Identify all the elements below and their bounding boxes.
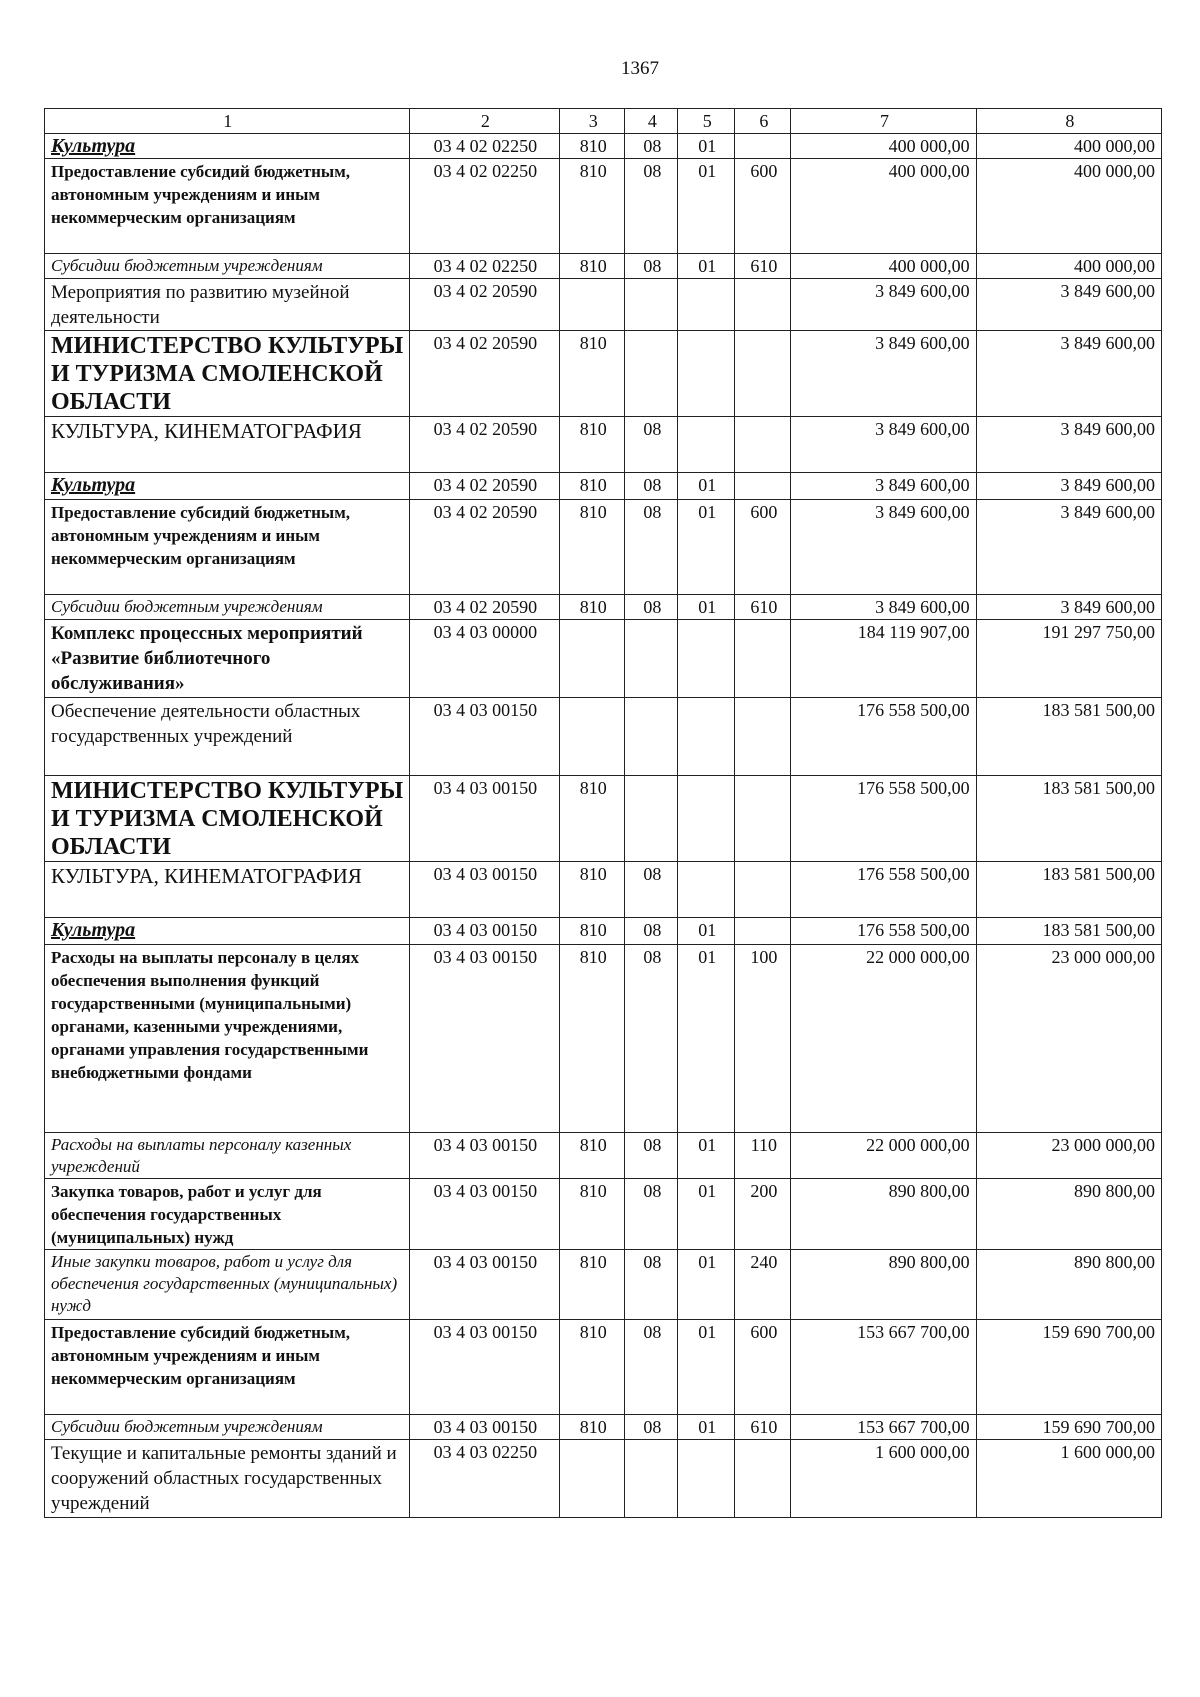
row-col3: 810 [560, 776, 625, 862]
table-row [45, 776, 1162, 862]
row-col4: 08 [625, 1415, 678, 1440]
row-col4: 08 [625, 254, 678, 279]
table-row [45, 1179, 1162, 1250]
row-amount-7: 3 849 600,00 [791, 595, 976, 620]
header-cell: 3 [560, 109, 625, 134]
row-amount-7: 3 849 600,00 [791, 331, 976, 417]
row-col3: 810 [560, 134, 625, 159]
row-col3: 810 [560, 1179, 625, 1250]
row-name: Предоставление субсидий бюджетным, автономным учреждениям и иным некоммерческим организациям [45, 500, 410, 595]
table-row [45, 134, 1162, 159]
table-row [45, 945, 1162, 1133]
row-amount-7: 400 000,00 [791, 254, 976, 279]
row-col4: 08 [625, 1179, 678, 1250]
row-amount-8: 400 000,00 [976, 159, 1161, 254]
row-code: 03 4 03 02250 [409, 1440, 560, 1518]
budget-table [44, 108, 1162, 1518]
page-number: 1367 [621, 58, 659, 79]
row-col5 [678, 417, 735, 473]
table-row [45, 331, 1162, 417]
table-row [45, 500, 1162, 595]
row-code: 03 4 03 00150 [409, 776, 560, 862]
row-col4: 08 [625, 417, 678, 473]
row-amount-8: 3 849 600,00 [976, 417, 1161, 473]
row-col6: 610 [735, 1415, 791, 1440]
row-name: Расходы на выплаты персоналу казенных учреждений [45, 1133, 410, 1179]
row-col4: 08 [625, 473, 678, 500]
row-col6 [735, 134, 791, 159]
row-col6: 600 [735, 500, 791, 595]
table-row [45, 1133, 1162, 1179]
row-code: 03 4 03 00150 [409, 945, 560, 1133]
row-amount-8: 159 690 700,00 [976, 1415, 1161, 1440]
row-col6 [735, 862, 791, 918]
row-amount-7: 176 558 500,00 [791, 698, 976, 776]
row-amount-8: 23 000 000,00 [976, 945, 1161, 1133]
row-col5: 01 [678, 254, 735, 279]
row-code: 03 4 03 00000 [409, 620, 560, 698]
row-col4 [625, 620, 678, 698]
row-amount-7: 176 558 500,00 [791, 862, 976, 918]
row-amount-8: 3 849 600,00 [976, 500, 1161, 595]
row-col4 [625, 1440, 678, 1518]
row-code: 03 4 03 00150 [409, 1179, 560, 1250]
row-amount-8: 183 581 500,00 [976, 862, 1161, 918]
row-amount-7: 153 667 700,00 [791, 1320, 976, 1415]
row-name: Предоставление субсидий бюджетным, автономным учреждениям и иным некоммерческим организациям [45, 1320, 410, 1415]
row-col6: 200 [735, 1179, 791, 1250]
row-col4: 08 [625, 918, 678, 945]
row-col3: 810 [560, 417, 625, 473]
row-code: 03 4 03 00150 [409, 862, 560, 918]
row-name: Обеспечение деятельности областных государственных учреждений [45, 698, 410, 776]
header-cell: 8 [976, 109, 1161, 134]
table-row [45, 862, 1162, 918]
row-col3: 810 [560, 1250, 625, 1320]
table-row [45, 595, 1162, 620]
row-name: КУЛЬТУРА, КИНЕМАТОГРАФИЯ [45, 862, 410, 918]
row-col3: 810 [560, 331, 625, 417]
row-col6: 610 [735, 254, 791, 279]
row-code: 03 4 02 20590 [409, 500, 560, 595]
row-col5 [678, 862, 735, 918]
row-col6 [735, 1440, 791, 1518]
row-col6 [735, 331, 791, 417]
row-col4: 08 [625, 500, 678, 595]
row-col4 [625, 331, 678, 417]
row-amount-8: 3 849 600,00 [976, 279, 1161, 331]
row-col5 [678, 776, 735, 862]
row-col5: 01 [678, 1415, 735, 1440]
row-amount-7: 890 800,00 [791, 1179, 976, 1250]
row-col5 [678, 1440, 735, 1518]
row-amount-7: 22 000 000,00 [791, 945, 976, 1133]
table-row [45, 620, 1162, 698]
row-col6: 110 [735, 1133, 791, 1179]
row-amount-7: 890 800,00 [791, 1250, 976, 1320]
row-amount-7: 1 600 000,00 [791, 1440, 976, 1518]
row-col6 [735, 620, 791, 698]
row-col3: 810 [560, 862, 625, 918]
table-row [45, 279, 1162, 331]
row-col6 [735, 776, 791, 862]
row-col5: 01 [678, 134, 735, 159]
row-amount-7: 3 849 600,00 [791, 500, 976, 595]
row-col4: 08 [625, 945, 678, 1133]
row-col4: 08 [625, 595, 678, 620]
row-code: 03 4 02 02250 [409, 254, 560, 279]
row-col6 [735, 918, 791, 945]
row-col3: 810 [560, 918, 625, 945]
row-amount-7: 3 849 600,00 [791, 473, 976, 500]
row-col6 [735, 473, 791, 500]
row-amount-7: 176 558 500,00 [791, 776, 976, 862]
row-col4: 08 [625, 134, 678, 159]
row-amount-7: 153 667 700,00 [791, 1415, 976, 1440]
row-col6 [735, 417, 791, 473]
row-code: 03 4 02 20590 [409, 417, 560, 473]
row-name: Субсидии бюджетным учреждениям [45, 254, 410, 279]
row-col4 [625, 776, 678, 862]
row-col5: 01 [678, 1320, 735, 1415]
row-name: Расходы на выплаты персоналу в целях обеспечения выполнения функций государственными (муниципальными) органами, казенными учреждениями, органами управления государственными внебюджетными фондами [45, 945, 410, 1133]
row-col4: 08 [625, 1320, 678, 1415]
table-row [45, 918, 1162, 945]
row-amount-8: 400 000,00 [976, 254, 1161, 279]
table-row [45, 473, 1162, 500]
header-cell: 7 [791, 109, 976, 134]
row-amount-7: 400 000,00 [791, 134, 976, 159]
header-cell: 2 [409, 109, 560, 134]
row-col5: 01 [678, 595, 735, 620]
table-header-row [45, 109, 1162, 134]
table-row [45, 254, 1162, 279]
row-col3: 810 [560, 473, 625, 500]
row-col3: 810 [560, 1415, 625, 1440]
row-col4: 08 [625, 1133, 678, 1179]
row-code: 03 4 02 02250 [409, 159, 560, 254]
row-amount-7: 3 849 600,00 [791, 417, 976, 473]
row-col3: 810 [560, 1133, 625, 1179]
row-col3: 810 [560, 159, 625, 254]
row-col5: 01 [678, 159, 735, 254]
row-amount-7: 22 000 000,00 [791, 1133, 976, 1179]
row-amount-7: 184 119 907,00 [791, 620, 976, 698]
row-name: Субсидии бюджетным учреждениям [45, 595, 410, 620]
header-cell: 5 [678, 109, 735, 134]
row-amount-8: 183 581 500,00 [976, 918, 1161, 945]
row-amount-7: 3 849 600,00 [791, 279, 976, 331]
row-code: 03 4 02 20590 [409, 279, 560, 331]
row-col3: 810 [560, 254, 625, 279]
row-name: Культура [45, 918, 410, 945]
row-amount-8: 183 581 500,00 [976, 776, 1161, 862]
row-col5: 01 [678, 918, 735, 945]
row-col3: 810 [560, 945, 625, 1133]
row-name: Иные закупки товаров, работ и услуг для обеспечения государственных (муниципальных) нужд [45, 1250, 410, 1320]
row-amount-8: 191 297 750,00 [976, 620, 1161, 698]
row-code: 03 4 02 20590 [409, 473, 560, 500]
row-col3 [560, 1440, 625, 1518]
row-name: Текущие и капитальные ремонты зданий и сооружений областных государственных учреждений [45, 1440, 410, 1518]
row-col5: 01 [678, 1133, 735, 1179]
row-amount-8: 890 800,00 [976, 1179, 1161, 1250]
row-name: Мероприятия по развитию музейной деятельности [45, 279, 410, 331]
row-col5: 01 [678, 473, 735, 500]
row-col6: 600 [735, 1320, 791, 1415]
row-col6: 240 [735, 1250, 791, 1320]
row-col5 [678, 698, 735, 776]
row-col5 [678, 620, 735, 698]
header-cell: 4 [625, 109, 678, 134]
row-col5: 01 [678, 945, 735, 1133]
row-name: КУЛЬТУРА, КИНЕМАТОГРАФИЯ [45, 417, 410, 473]
row-code: 03 4 03 00150 [409, 1320, 560, 1415]
row-amount-7: 176 558 500,00 [791, 918, 976, 945]
header-cell: 6 [735, 109, 791, 134]
row-col4 [625, 698, 678, 776]
row-code: 03 4 03 00150 [409, 918, 560, 945]
row-amount-8: 159 690 700,00 [976, 1320, 1161, 1415]
row-name: Культура [45, 134, 410, 159]
table-row [45, 1415, 1162, 1440]
row-col6 [735, 698, 791, 776]
row-col4: 08 [625, 1250, 678, 1320]
row-col3: 810 [560, 1320, 625, 1415]
row-col5: 01 [678, 500, 735, 595]
row-amount-8: 23 000 000,00 [976, 1133, 1161, 1179]
row-code: 03 4 03 00150 [409, 698, 560, 776]
row-code: 03 4 02 20590 [409, 331, 560, 417]
row-col6: 600 [735, 159, 791, 254]
row-name: Комплекс процессных мероприятий «Развитие библиотечного обслуживания» [45, 620, 410, 698]
row-name: Закупка товаров, работ и услуг для обеспечения государственных (муниципальных) нужд [45, 1179, 410, 1250]
row-code: 03 4 03 00150 [409, 1250, 560, 1320]
header-cell: 1 [45, 109, 410, 134]
table-row [45, 1440, 1162, 1518]
row-col4: 08 [625, 159, 678, 254]
row-col5: 01 [678, 1250, 735, 1320]
row-code: 03 4 02 20590 [409, 595, 560, 620]
row-col5: 01 [678, 1179, 735, 1250]
row-amount-8: 890 800,00 [976, 1250, 1161, 1320]
row-name: МИНИСТЕРСТВО КУЛЬТУРЫ И ТУРИЗМА СМОЛЕНСКОЙ ОБЛАСТИ [45, 331, 410, 417]
table-row [45, 1250, 1162, 1320]
row-col6: 100 [735, 945, 791, 1133]
row-col6 [735, 279, 791, 331]
row-col5 [678, 279, 735, 331]
table-row [45, 698, 1162, 776]
row-col3 [560, 698, 625, 776]
row-col3: 810 [560, 500, 625, 595]
row-name: МИНИСТЕРСТВО КУЛЬТУРЫ И ТУРИЗМА СМОЛЕНСКОЙ ОБЛАСТИ [45, 776, 410, 862]
row-col6: 610 [735, 595, 791, 620]
table-row [45, 1320, 1162, 1415]
row-amount-8: 1 600 000,00 [976, 1440, 1161, 1518]
row-amount-8: 183 581 500,00 [976, 698, 1161, 776]
row-col4: 08 [625, 862, 678, 918]
row-amount-8: 3 849 600,00 [976, 331, 1161, 417]
row-col4 [625, 279, 678, 331]
row-amount-8: 3 849 600,00 [976, 473, 1161, 500]
row-col3 [560, 620, 625, 698]
row-col3: 810 [560, 595, 625, 620]
row-col3 [560, 279, 625, 331]
row-code: 03 4 02 02250 [409, 134, 560, 159]
table-row [45, 417, 1162, 473]
row-code: 03 4 03 00150 [409, 1415, 560, 1440]
row-amount-8: 400 000,00 [976, 134, 1161, 159]
row-name: Культура [45, 473, 410, 500]
row-name: Субсидии бюджетным учреждениям [45, 1415, 410, 1440]
row-name: Предоставление субсидий бюджетным, автономным учреждениям и иным некоммерческим организациям [45, 159, 410, 254]
row-code: 03 4 03 00150 [409, 1133, 560, 1179]
row-col5 [678, 331, 735, 417]
row-amount-7: 400 000,00 [791, 159, 976, 254]
row-amount-8: 3 849 600,00 [976, 595, 1161, 620]
table-row [45, 159, 1162, 254]
